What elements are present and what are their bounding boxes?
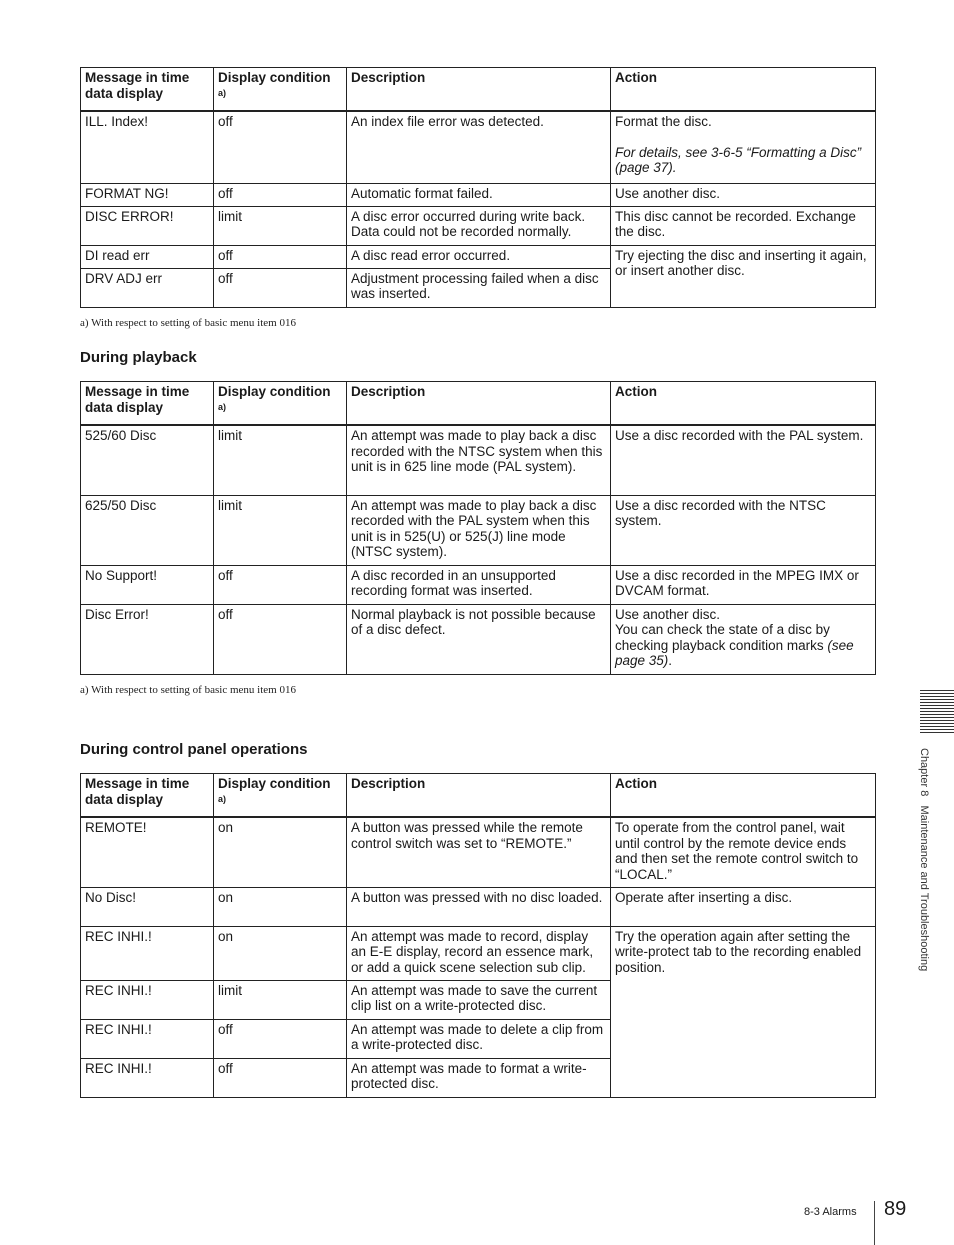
header-action: Action [611, 382, 876, 426]
table-row [81, 604, 876, 674]
cell-condition: off [214, 565, 347, 604]
table-footnote: a) With respect to setting of basic menu item 016 [80, 317, 296, 329]
header-action: Action [611, 68, 876, 112]
table-row [81, 183, 876, 206]
cell-condition: limit [214, 980, 347, 1019]
header-display-condition: Display condition $^{a)}$ [214, 68, 347, 112]
cell-description: Normal playback is not possible because of a disc defect. [347, 604, 611, 674]
table-row [81, 565, 876, 604]
header-display-condition: Display condition $^{a)}$ [214, 774, 347, 818]
cell-condition: limit [214, 495, 347, 565]
cell-message: DISC ERROR! [81, 206, 214, 245]
cell-condition: off [214, 604, 347, 674]
cell-condition: off [214, 111, 347, 183]
action-reference: For details, see 3-6-5 “Formatting a Disc” (page 37). [615, 144, 862, 176]
header-description: Description [347, 68, 611, 112]
cell-action: Operate after inserting a disc. [611, 887, 876, 926]
header-description: Description [347, 382, 611, 426]
header-message: Message in time data display [81, 774, 214, 818]
cell-message: REC INHI.! [81, 1019, 214, 1058]
footnote-marker: a) [218, 401, 227, 412]
chapter-side-label: Chapter 8 Maintenance and Troubleshooting [918, 748, 930, 972]
cell-action [611, 111, 876, 183]
cell-message: DI read err [81, 245, 214, 268]
cell-description: An attempt was made to delete a clip from a write-protected disc. [347, 1019, 611, 1058]
cell-message: FORMAT NG! [81, 183, 214, 206]
cell-message: 525/60 Disc [81, 425, 214, 495]
cell-condition: off [214, 245, 347, 268]
table-footnote: a) With respect to setting of basic menu item 016 [80, 684, 296, 696]
table-row [81, 887, 876, 926]
table-header-row [81, 774, 876, 818]
cell-condition: off [214, 183, 347, 206]
cell-action: Use another disc. [611, 183, 876, 206]
table-row [81, 495, 876, 565]
table-row [81, 817, 876, 887]
cell-condition: on [214, 817, 347, 887]
cell-description: A button was pressed with no disc loaded. [347, 887, 611, 926]
header-message: Message in time data display [81, 68, 214, 112]
cell-action: This disc cannot be recorded. Exchange the disc. [611, 206, 876, 245]
cell-description: A disc recorded in an unsupported recording format was inserted. [347, 565, 611, 604]
footnote-marker: a) [218, 87, 227, 98]
action-text-detail: You can check the state of a disc by checking playback condition marks (see page 35). [615, 622, 854, 669]
cell-condition: on [214, 926, 347, 980]
cell-description: An attempt was made to record, display an E-E display, record an essence mark, or add a quick scene selection sub clip. [347, 926, 611, 980]
cell-description: A button was pressed while the remote control switch was set to “REMOTE.” [347, 817, 611, 887]
table-row [81, 425, 876, 495]
action-text: Format the disc. [615, 114, 712, 129]
table-row [81, 111, 876, 183]
alarm-table-control-panel [80, 773, 876, 1098]
cell-description: Adjustment processing failed when a disc was inserted. [347, 268, 611, 307]
footnote-marker: a) [218, 793, 227, 804]
cell-description: An index file error was detected. [347, 111, 611, 183]
footer-section-label: 8-3 Alarms [804, 1206, 857, 1218]
cell-condition: off [214, 268, 347, 307]
cell-condition: on [214, 887, 347, 926]
cell-message: REC INHI.! [81, 1058, 214, 1097]
action-text: Use another disc. [615, 606, 721, 622]
cell-description: An attempt was made to save the current clip list on a write-protected disc. [347, 980, 611, 1019]
table-row [81, 926, 876, 980]
action-reference: (see page 35) [615, 637, 854, 669]
cell-message: REC INHI.! [81, 926, 214, 980]
chapter-tab-marker [920, 690, 954, 735]
cell-action: Use a disc recorded in the MPEG IMX or DVCAM format. [611, 565, 876, 604]
cell-description: An attempt was made to play back a disc recorded with the PAL system when this unit is in 525(U) or 525(J) line mode (NTSC system). [347, 495, 611, 565]
cell-message: ILL. Index! [81, 111, 214, 183]
alarm-table-playback [80, 381, 876, 675]
cell-action: Try the operation again after setting the write-protect tab to the recording enabled position. [611, 926, 876, 1097]
footer-divider [874, 1201, 875, 1245]
header-message: Message in time data display [81, 382, 214, 426]
table-row [81, 245, 876, 268]
cell-condition: limit [214, 425, 347, 495]
cell-message: No Support! [81, 565, 214, 604]
cell-action: Use a disc recorded with the NTSC system. [611, 495, 876, 565]
table-header-row [81, 68, 876, 112]
cell-message: Disc Error! [81, 604, 214, 674]
cell-message: DRV ADJ err [81, 268, 214, 307]
section-heading-playback: During playback [80, 349, 197, 366]
cell-condition: limit [214, 206, 347, 245]
header-description: Description [347, 774, 611, 818]
cell-action: To operate from the control panel, wait until control by the remote device ends and then set the remote control switch to “LOCAL.” [611, 817, 876, 887]
cell-message: REMOTE! [81, 817, 214, 887]
section-heading-control-panel: During control panel operations [80, 741, 308, 758]
cell-condition: off [214, 1019, 347, 1058]
cell-message: 625/50 Disc [81, 495, 214, 565]
cell-description: A disc error occurred during write back. Data could not be recorded normally. [347, 206, 611, 245]
cell-action: Try ejecting the disc and inserting it again, or insert another disc. [611, 245, 876, 307]
cell-description: An attempt was made to format a write-protected disc. [347, 1058, 611, 1097]
cell-message: No Disc! [81, 887, 214, 926]
cell-description: Automatic format failed. [347, 183, 611, 206]
table-row [81, 206, 876, 245]
cell-action [611, 604, 876, 674]
cell-condition: off [214, 1058, 347, 1097]
header-display-condition: Display condition $^{a)}$ [214, 382, 347, 426]
page-number: 89 [884, 1198, 907, 1220]
alarm-table-general [80, 67, 876, 308]
header-action: Action [611, 774, 876, 818]
cell-action: Use a disc recorded with the PAL system. [611, 425, 876, 495]
cell-description: An attempt was made to play back a disc recorded with the NTSC system when this unit is in 625 line mode (PAL system). [347, 425, 611, 495]
table-header-row [81, 382, 876, 426]
cell-message: REC INHI.! [81, 980, 214, 1019]
cell-description: A disc read error occurred. [347, 245, 611, 268]
